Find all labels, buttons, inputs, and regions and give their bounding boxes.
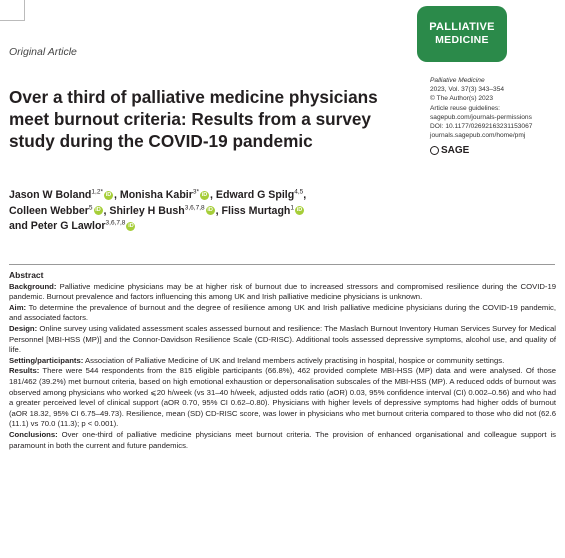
author-separator: , [210, 189, 216, 201]
author [222, 205, 306, 217]
doi[interactable]: DOI: 10.1177/02692163231153067 [430, 123, 533, 131]
author-affiliation: 4,5 [294, 188, 304, 196]
page-corner-mark [0, 0, 25, 21]
author-separator: , [215, 204, 222, 217]
author-name[interactable]: Edward G Spilg [215, 189, 295, 201]
journal-logo-line1: PALLIATIVE [429, 21, 495, 33]
abstract-heading: Abstract [9, 270, 44, 280]
author [9, 205, 109, 217]
author [109, 205, 221, 217]
author-name[interactable]: Shirley H Bush [109, 204, 185, 217]
journal-logo [417, 6, 507, 62]
author-name[interactable]: and Peter G Lawlor [9, 220, 106, 232]
abstract-background: Background: Palliative medicine physicians may be at higher risk of burnout due to increased stressors and compromised resilience during the COVID-19 pandemic. Burnout prevalence and factors influencing this among UK and Irish palliative medicine physicians is unknown. [9, 281, 556, 302]
orcid-icon[interactable]: iD [207, 207, 213, 214]
abstract-design: Design: Online survey using validated assessment scales assessed burnout and resilience: The Maslach Burnout Inventory Human Services Survey for Medical Personnel [MBI-HSS (MP)] and the Connor-Davidson Resilience Scale (CD-RISC). Additional tools assessed depressive symptoms, alcohol use, and quality of life. [9, 323, 556, 355]
journal-volume: 2023, Vol. 37(3) 343–354 [430, 86, 505, 94]
abstract-setting: Setting/participants: Association of Palliative Medicine of UK and Ireland members actively practising in hospital, hospice or community settings. [9, 355, 505, 365]
author-name[interactable]: Colleen Webber [9, 204, 89, 217]
publisher-logo [430, 145, 469, 156]
abstract-conclusions: Conclusions: Over one-third of palliative medicine physicians meet burnout criteria. The provision of enhanced organisational and colleague support is paramount in both the current and future pandemics. [9, 429, 556, 450]
abstract-aim: Aim: To determine the prevalence of burnout and the degree of resilience among UK and Irish palliative medicine physicians during the COVID-19 pandemic, and associated factors. [9, 302, 557, 323]
copyright: © The Author(s) 2023 [430, 95, 494, 103]
orcid-icon[interactable]: iD [201, 191, 208, 198]
abstract-results: Results: There were 544 respondents from the 815 eligible participants (66.8%), 462 provided complete MBI-HSS (MP) data and were analysed. Of those 181/462 (39.2%) met burnout criteria, based on high emotional exhaustion or depersonalisation subscales of the MBI-HSS (MP). A reduced odds of burnout was observed among physicians who worked ⩽20 h/week (vs 31–40 h/week, adjusted odds ratio (aOR) 0.03, 95% confidence interval (CI) 0.002–0.56) and who had a greater perceived level of clinical support (aOR 0.70, 95% CI 0.62–0.80). Physicians with higher levels of depressive symptoms had higher odds of burnout (aOR 18.32, 95% CI 6.75–49.73). Resilience, mean (SD) CD-RISC score, was lower in physicians who met burnout criteria compared to those who did not (62.6 (11.1) vs 70.0 (11.3); p < 0.001). [9, 366, 557, 429]
reuse-guidelines: Article reuse guidelines: [430, 104, 501, 112]
author-separator: , [103, 204, 110, 217]
author [120, 189, 216, 201]
author-affiliation: 1 [290, 203, 295, 211]
reuse-link[interactable]: sagepub.com/journals-permissions [430, 113, 532, 121]
divider [9, 264, 555, 265]
journal-link[interactable]: journals.sagepub.com/home/pmj [430, 132, 526, 140]
author-affiliation: 1,2* [91, 188, 103, 196]
author-separator: , [113, 189, 120, 201]
abstract [9, 270, 556, 451]
author-affiliation: 5 [88, 203, 93, 211]
author-affiliation: 3* [192, 188, 200, 196]
author-affiliation: 3,6,7,8 [184, 203, 205, 211]
author-name[interactable]: Jason W Boland [9, 189, 92, 201]
author [9, 189, 120, 201]
orcid-icon[interactable]: iD [296, 207, 303, 214]
article-metadata [430, 76, 532, 140]
author [216, 189, 306, 201]
author-name[interactable]: Fliss Murtagh [221, 204, 291, 217]
author [9, 220, 136, 232]
author-separator: , [303, 189, 307, 201]
orcid-icon[interactable]: iD [105, 191, 112, 198]
orcid-icon[interactable]: iD [128, 222, 134, 229]
author-list [9, 188, 419, 235]
author-name[interactable]: Monisha Kabir [119, 189, 193, 201]
orcid-icon[interactable]: iD [95, 207, 101, 214]
publisher-name: SAGE [441, 145, 470, 156]
journal-name: Palliative Medicine [430, 77, 485, 84]
journal-logo-line2: MEDICINE [435, 34, 489, 46]
sage-circle-icon [430, 146, 439, 155]
article-type: Original Article [9, 46, 77, 58]
article-title: Over a third of palliative medicine physicians meet burnout criteria: Results from a survey study during the COVID-19 pandemic [9, 87, 378, 151]
author-affiliation: 3,6,7,8 [105, 219, 126, 227]
